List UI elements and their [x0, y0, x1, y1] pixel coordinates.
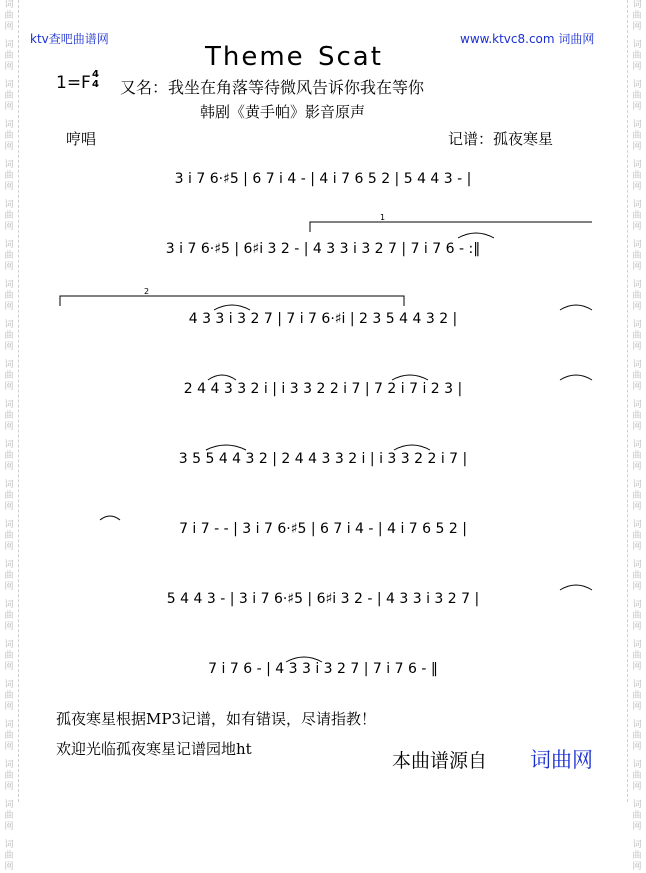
watermark-char: 词 — [632, 360, 642, 370]
watermark-char: 词 — [632, 720, 642, 730]
watermark-char: 曲 — [632, 371, 642, 381]
watermark-char: 词 — [4, 400, 14, 410]
watermark-char: 词 — [4, 320, 14, 330]
watermark-char: 词 — [4, 680, 14, 690]
watermark-char: 词 — [4, 240, 14, 250]
tie-arc — [392, 375, 428, 380]
watermark-char: 曲 — [632, 811, 642, 821]
watermark-char: 网 — [632, 102, 642, 112]
watermark-char: 曲 — [632, 691, 642, 701]
score-line-text: 3 5 5 4 4 3 2 | 2 4 4 3 3 2 i | i 3 3 2 2 i 7 | — [178, 451, 468, 467]
score-line-text: 4 3 3 i 3 2 7 | 7 i 7 6·♯i | 2 3 5 4 4 3 2 | — [188, 311, 458, 327]
volta-1-number: 1 — [380, 213, 386, 222]
watermark-char: 网 — [4, 102, 14, 112]
source-label: 本曲谱源自 — [392, 750, 488, 772]
watermark-char: 网 — [4, 142, 14, 152]
watermark-char: 曲 — [632, 771, 642, 781]
watermark-char: 词 — [632, 800, 642, 810]
watermark-char: 曲 — [4, 611, 14, 621]
transcriber-label: 记谱：孤夜寒星 — [448, 130, 554, 148]
watermark-char: 网 — [632, 182, 642, 192]
watermark-char: 词 — [4, 280, 14, 290]
watermark-char: 词 — [4, 720, 14, 730]
watermark-char: 曲 — [4, 651, 14, 661]
watermark-char: 词 — [4, 200, 14, 210]
watermark-char: 曲 — [632, 451, 642, 461]
watermark-char: 网 — [632, 62, 642, 72]
watermark-char: 曲 — [4, 211, 14, 221]
tie-arc — [560, 585, 592, 590]
watermark-char: 曲 — [632, 91, 642, 101]
watermark-char: 词 — [632, 80, 642, 90]
tie-arc — [208, 375, 236, 380]
watermark-char: 词 — [632, 0, 642, 10]
watermark-char: 网 — [632, 702, 642, 712]
watermark-char: 曲 — [4, 571, 14, 581]
transcription-note: 孤夜寒星根据MP3记谱，如有错误，尽请指教！ — [56, 710, 376, 728]
watermark-char: 网 — [632, 422, 642, 432]
score-line-text: 3 i 7 6·♯5 | 6 7 i 4 - | 4 i 7 6 5 2 | 5 4 4 3 - | — [174, 171, 472, 187]
watermark-char: 网 — [4, 662, 14, 672]
time-signature-bottom: 4 — [92, 79, 99, 90]
watermark-char: 词 — [4, 520, 14, 530]
watermark-char: 网 — [4, 462, 14, 472]
alternate-title: 又名：我坐在角落等待微风告诉你我在等你 — [120, 78, 425, 97]
watermark-char: 词 — [632, 400, 642, 410]
watermark-char: 网 — [4, 422, 14, 432]
tie-arc — [214, 305, 250, 310]
watermark-char: 词 — [4, 800, 14, 810]
watermark-char: 曲 — [4, 451, 14, 461]
watermark-char: 网 — [4, 622, 14, 632]
song-origin: 韩剧《黄手帕》影音原声 — [200, 103, 366, 121]
watermark-char: 词 — [4, 0, 14, 10]
watermark-char: 词 — [632, 640, 642, 650]
watermark-char: 曲 — [632, 331, 642, 341]
watermark-char: 曲 — [632, 651, 642, 661]
welcome-text: 欢迎光临孤夜寒星记谱园地ht — [56, 740, 252, 758]
watermark-char: 网 — [632, 382, 642, 392]
right-header-watermark: www.ktvc8.com 词曲网 — [460, 32, 595, 46]
tie-arc — [560, 375, 592, 380]
watermark-char: 词 — [4, 760, 14, 770]
watermark-char: 网 — [4, 222, 14, 232]
watermark-char: 网 — [4, 262, 14, 272]
watermark-char: 网 — [632, 822, 642, 832]
watermark-char: 曲 — [632, 531, 642, 541]
watermark-char: 词 — [632, 40, 642, 50]
watermark-char: 曲 — [632, 11, 642, 21]
watermark-char: 曲 — [4, 691, 14, 701]
watermark-char: 词 — [4, 80, 14, 90]
watermark-char: 词 — [4, 160, 14, 170]
watermark-char: 网 — [4, 862, 14, 872]
watermark-char: 网 — [632, 622, 642, 632]
watermark-char: 网 — [4, 542, 14, 552]
watermark-char: 词 — [632, 560, 642, 570]
time-signature-top: 4 — [92, 69, 99, 80]
watermark-char: 词 — [632, 200, 642, 210]
watermark-char: 曲 — [4, 491, 14, 501]
watermark-char: 网 — [4, 342, 14, 352]
watermark-char: 网 — [4, 742, 14, 752]
watermark-char: 网 — [632, 342, 642, 352]
watermark-char: 词 — [632, 440, 642, 450]
watermark-char: 词 — [4, 440, 14, 450]
watermark-char: 网 — [632, 222, 642, 232]
watermark-char: 词 — [632, 320, 642, 330]
watermark-char: 曲 — [4, 371, 14, 381]
watermark-char: 曲 — [632, 411, 642, 421]
watermark-char: 曲 — [632, 851, 642, 861]
key-signature: 1=F — [56, 73, 91, 93]
watermark-char: 网 — [632, 542, 642, 552]
watermark-char: 网 — [4, 182, 14, 192]
score-line-text: 5 4 4 3 - | 3 i 7 6·♯5 | 6♯i 3 2 - | 4 3 3 i 3 2 7 | — [166, 591, 480, 607]
watermark-char: 曲 — [4, 411, 14, 421]
watermark-char: 网 — [632, 462, 642, 472]
watermark-char: 曲 — [4, 51, 14, 61]
watermark-char: 网 — [632, 582, 642, 592]
watermark-char: 曲 — [4, 131, 14, 141]
watermark-char: 曲 — [4, 811, 14, 821]
watermark-char: 曲 — [4, 331, 14, 341]
watermark-char: 词 — [632, 160, 642, 170]
watermark-char: 词 — [4, 640, 14, 650]
tie-arc — [286, 657, 322, 662]
watermark-char: 网 — [632, 302, 642, 312]
volta-1-bracket — [310, 222, 592, 232]
watermark-char: 曲 — [4, 531, 14, 541]
score-line-text: 7 i 7 6 - | 4 3 3 i 3 2 7 | 7 i 7 6 - ‖ — [208, 661, 438, 677]
watermark-char: 曲 — [632, 571, 642, 581]
watermark-char: 词 — [4, 840, 14, 850]
watermark-char: 网 — [4, 502, 14, 512]
singer-label: 哼唱 — [66, 130, 97, 148]
watermark-char: 网 — [632, 742, 642, 752]
watermark-char: 曲 — [4, 91, 14, 101]
watermark-char: 曲 — [632, 491, 642, 501]
volta-2-number: 2 — [144, 287, 150, 296]
tie-arc — [206, 445, 246, 450]
watermark-char: 词 — [632, 600, 642, 610]
watermark-char: 曲 — [4, 851, 14, 861]
watermark-char: 曲 — [4, 171, 14, 181]
watermark-char: 曲 — [632, 251, 642, 261]
title-word-2: Scat — [318, 42, 383, 72]
watermark-char: 网 — [632, 862, 642, 872]
watermark-char: 词 — [4, 560, 14, 570]
watermark-char: 曲 — [4, 731, 14, 741]
watermark-char: 网 — [4, 62, 14, 72]
watermark-char: 网 — [4, 782, 14, 792]
score-line-text: 2 4 4 3 3 2 i | i 3 3 2 2 i 7 | 7 2 i 7 i 2 3 | — [183, 381, 463, 397]
watermark-char: 曲 — [632, 51, 642, 61]
watermark-char: 词 — [632, 840, 642, 850]
watermark-char: 词 — [632, 760, 642, 770]
watermark-char: 网 — [632, 662, 642, 672]
watermark-char: 网 — [4, 822, 14, 832]
watermark-char: 曲 — [632, 211, 642, 221]
watermark-char: 网 — [632, 142, 642, 152]
watermark-char: 曲 — [632, 291, 642, 301]
watermark-char: 词 — [4, 600, 14, 610]
watermark-char: 词 — [4, 360, 14, 370]
tie-arc — [100, 516, 120, 520]
watermark-char: 词 — [632, 680, 642, 690]
left-header-watermark: ktv查吧曲谱网 — [30, 32, 109, 46]
source-site-link[interactable]: 词曲网 — [530, 748, 593, 772]
watermark-char: 曲 — [632, 171, 642, 181]
watermark-char: 网 — [4, 382, 14, 392]
watermark-char: 词 — [632, 280, 642, 290]
watermark-char: 曲 — [632, 131, 642, 141]
tie-arc — [560, 305, 592, 310]
watermark-char: 曲 — [632, 611, 642, 621]
watermark-char: 曲 — [4, 771, 14, 781]
watermark-char: 词 — [4, 120, 14, 130]
watermark-char: 网 — [4, 302, 14, 312]
watermark-char: 词 — [4, 480, 14, 490]
watermark-char: 网 — [632, 502, 642, 512]
watermark-char: 网 — [632, 262, 642, 272]
watermark-char: 网 — [4, 582, 14, 592]
watermark-char: 网 — [632, 22, 642, 32]
watermark-char: 曲 — [632, 731, 642, 741]
watermark-char: 曲 — [4, 11, 14, 21]
watermark-char: 词 — [632, 520, 642, 530]
watermark-char: 网 — [4, 22, 14, 32]
watermark-char: 词 — [4, 40, 14, 50]
tie-arc — [458, 233, 494, 238]
watermark-char: 词 — [632, 240, 642, 250]
watermark-char: 曲 — [4, 251, 14, 261]
watermark-char: 词 — [632, 120, 642, 130]
score-line-text: 3 i 7 6·♯5 | 6♯i 3 2 - | 4 3 3 i 3 2 7 | 7 i 7 6 - :‖ — [165, 241, 481, 257]
tie-arc — [394, 445, 430, 450]
watermark-char: 网 — [632, 782, 642, 792]
score-line-text: 7 i 7 - - | 3 i 7 6·♯5 | 6 7 i 4 - | 4 i 7 6 5 2 | — [179, 521, 467, 537]
watermark-char: 词 — [632, 480, 642, 490]
watermark-char: 曲 — [4, 291, 14, 301]
title-word-1: Theme — [205, 42, 305, 72]
watermark-char: 网 — [4, 702, 14, 712]
